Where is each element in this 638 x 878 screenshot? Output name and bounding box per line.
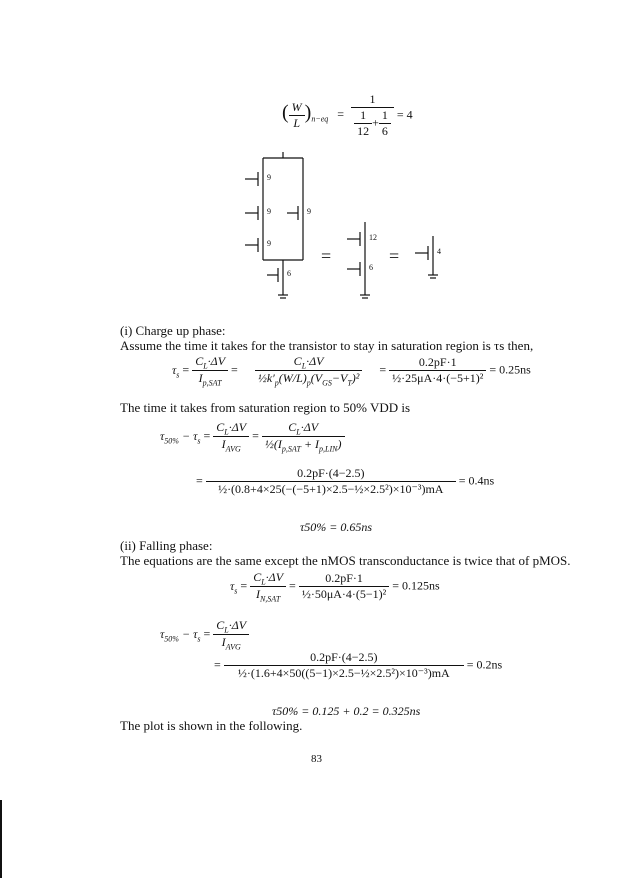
- closing-text: The plot is shown in the following.: [120, 718, 303, 733]
- section1-t50: τ50% = 0.65ns: [300, 520, 373, 534]
- width-label-eq2: 4: [437, 247, 441, 256]
- width-label-m5: 6: [287, 269, 291, 278]
- top-equation: ( $\frac{W}{L}$ )$_{n-eq}$ = 1 $\frac{1}{12}$ + $\frac{1}{6}$ = 4: [282, 92, 413, 138]
- section1-title: (i) Charge up phase:: [120, 323, 226, 338]
- width-label-eq1-top: 12: [369, 233, 377, 242]
- width-label-m1: 9: [267, 173, 271, 182]
- section2-eq2a: $\tau_{50\%} - \tau_s$ = $\frac{C_L\cdot\Delta V}{I_{AVG}}$: [160, 618, 249, 652]
- section2-text: The equations are the same except the nMOS transconductance is twice that of pMOS.: [120, 553, 571, 568]
- section1-eq2b: = $\frac{0.2pF\cdot(4-2.5)}{\text{½·(0.8+4×25(−(−5+1)×2.5−½×2.5²)×10⁻³)mA}}$ = 0.4ns: [196, 466, 495, 496]
- equals-sign-1: =: [321, 246, 332, 266]
- width-label-eq1-bot: 6: [369, 263, 373, 272]
- section1-assumption: Assume the time it takes for the transistor to stay in saturation region is τs then,: [120, 338, 534, 353]
- section1-eq1: $\tau_s$ = $\frac{C_L\cdot\Delta V}{I_{p,SAT}}$ = $\frac{C_L\cdot\Delta V}{\frac{1}{2}k'_p(W/L)_p(V_{GS}-V_T)^2}$ = $\frac{0.2pF\cdot 1}{\text{½·25μA·4·(−5+1)²}}$ = 0.25ns: [172, 354, 531, 388]
- section2-eq2b: = $\frac{0.2pF\cdot(4-2.5)}{\text{½·(1.6+4×50((5−1)×2.5−½×2.5²)×10⁻³)mA}}$ = 0.2ns: [214, 650, 503, 680]
- width-label-m4: 9: [307, 207, 311, 216]
- section2-t50: τ50% = 0.125 + 0.2 = 0.325ns: [272, 704, 421, 718]
- section2-eq1: $\tau_s$ = $\frac{C_L\cdot\Delta V}{I_{N,SAT}}$ = $\frac{0.2pF\cdot 1}{\text{½·50μA·4·(5−1)²}}$ = 0.125ns: [230, 570, 440, 604]
- width-label-m3: 9: [267, 239, 271, 248]
- width-label-m2: 9: [267, 207, 271, 216]
- margin-bar: [0, 800, 2, 878]
- equals-sign-2: =: [389, 246, 400, 266]
- transistor-network-diagram: [225, 150, 465, 305]
- section1-eq2a: $\tau_{50\%} - \tau_s$ = $\frac{C_L\cdot\Delta V}{I_{AVG}}$ = $\frac{C_L\cdot\Delta V}{\frac{1}{2}(I_{p,SAT} + I_{p,LIN})}$: [160, 420, 345, 454]
- page-number: 83: [311, 753, 322, 765]
- section2-title: (ii) Falling phase:: [120, 538, 213, 553]
- section1-text2: The time it takes from saturation region to 50% VDD is: [120, 400, 411, 415]
